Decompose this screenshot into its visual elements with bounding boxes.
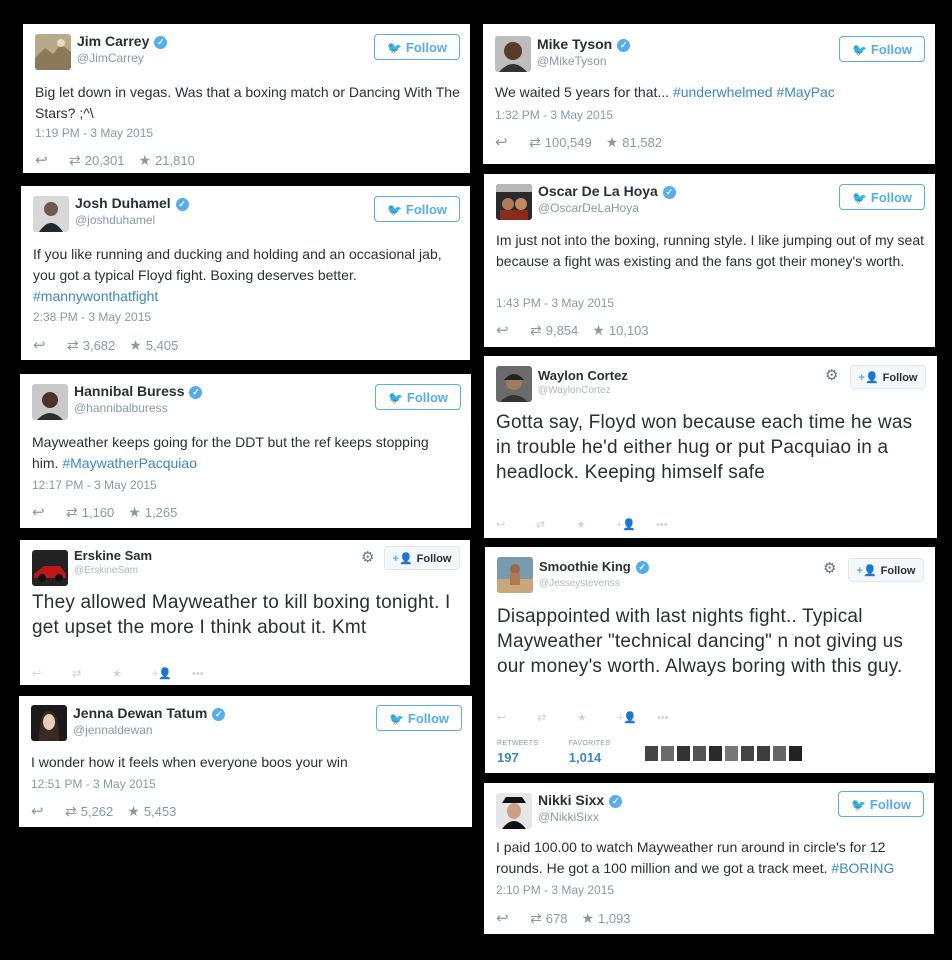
timestamp[interactable]: 2:10 PM - 3 May 2015 <box>496 883 615 897</box>
handle[interactable]: @hannibalburess <box>74 401 168 415</box>
favorite-button[interactable]: ★ 21,810 <box>138 152 195 168</box>
avatar[interactable] <box>773 746 786 761</box>
avatar[interactable] <box>496 184 532 220</box>
avatar[interactable] <box>497 557 533 593</box>
more-icon[interactable]: ••• <box>657 712 669 724</box>
star-icon: ★ <box>138 152 152 168</box>
gear-icon[interactable]: ⚙ <box>823 560 837 577</box>
retweet-button[interactable]: ⇄ 20,301 <box>69 152 125 168</box>
display-name[interactable]: Jim Carrey ✓ <box>77 33 167 49</box>
retweet-button[interactable]: ⇄ 3,682 <box>67 337 116 353</box>
star-icon: ★ <box>581 910 594 926</box>
handle[interactable]: @Jesseystevenss <box>539 578 620 589</box>
display-name[interactable]: Erskine Sam <box>74 548 153 563</box>
avatar[interactable] <box>35 34 71 70</box>
handle[interactable]: @JimCarrey <box>77 51 144 65</box>
tweet-card-nikki-sixx <box>484 783 934 934</box>
tweet-actions <box>32 667 232 680</box>
tweet-actions <box>496 518 696 531</box>
tweet-text: If you like running and ducking and holding and an occasional jab, you got a typical Floyd fight. Boxing deserves better. #mannywonthatfight <box>33 246 442 304</box>
tweet-text: Im just not into the boxing, running style. I like jumping out of my seat because a fight was existing and the fans got their money's worth. <box>496 232 924 269</box>
timestamp[interactable]: 2:38 PM - 3 May 2015 <box>33 310 152 324</box>
tweet-stats <box>497 740 805 766</box>
display-name[interactable]: Smoothie King ✓ <box>539 559 649 574</box>
add-user-icon[interactable]: +👤 <box>616 519 637 531</box>
display-name[interactable]: Jenna Dewan Tatum ✓ <box>73 705 225 721</box>
reply-icon[interactable]: ↩ <box>31 803 44 820</box>
verified-icon: ✓ <box>636 561 649 574</box>
follow-button[interactable]: +👤 Follow <box>384 546 460 570</box>
display-name[interactable]: Oscar De La Hoya ✓ <box>538 183 676 199</box>
tweet-actions <box>31 802 176 820</box>
display-name[interactable]: Hannibal Buress ✓ <box>74 383 202 399</box>
handle[interactable]: @ErskineSam <box>74 565 139 576</box>
hashtag-link[interactable]: #MayPac <box>776 84 835 100</box>
gear-icon[interactable]: ⚙ <box>825 367 839 384</box>
tweet-card-oscar-de-la-hoya <box>484 174 935 347</box>
timestamp[interactable]: 12:17 PM - 3 May 2015 <box>32 478 157 492</box>
favorite-button[interactable]: ★ 10,103 <box>592 322 649 338</box>
follow-button[interactable]: +👤 Follow <box>850 365 926 389</box>
avatar[interactable] <box>33 196 69 232</box>
star-icon: ★ <box>592 322 605 338</box>
avatar[interactable] <box>725 746 738 761</box>
follow-button[interactable]: 🐦 Follow <box>839 184 925 210</box>
tweet-text: I wonder how it feels when everyone boos your win <box>31 754 348 770</box>
retweet-icon: ⇄ <box>529 134 541 150</box>
verified-icon: ✓ <box>189 386 202 399</box>
retweet-icon: ⇄ <box>67 337 79 353</box>
tweet-text: Big let down in vegas. Was that a boxing match or Dancing With The Stars? ;^\ <box>35 84 460 121</box>
twitter-bird-icon: 🐦 <box>386 41 402 55</box>
tweet-card-erskine-sam <box>20 540 470 685</box>
favorite-button[interactable]: ★ 81,582 <box>605 134 663 150</box>
reply-icon[interactable]: ↩ <box>495 134 508 151</box>
avatar[interactable] <box>677 746 690 761</box>
tweet-text: Mayweather keeps going for the DDT but the ref keeps stopping him. #MaywatherPacquiao <box>32 434 429 471</box>
star-icon: ★ <box>128 504 141 520</box>
favorite-button[interactable]: ★ 5,453 <box>127 803 177 819</box>
add-user-icon[interactable]: +👤 <box>617 712 638 724</box>
tweet-actions <box>35 151 195 169</box>
follow-button[interactable]: 🐦 Follow <box>838 791 924 817</box>
handle[interactable]: @jennaldewan <box>73 723 153 737</box>
more-icon[interactable]: ••• <box>656 519 668 531</box>
handle[interactable]: @MikeTyson <box>537 54 607 68</box>
avatar[interactable] <box>645 746 658 761</box>
favorite-button[interactable]: ★ 1,093 <box>581 910 631 926</box>
avatar[interactable] <box>496 366 532 402</box>
tweet-card-jenna-dewan-tatum <box>19 696 472 827</box>
tweet-actions <box>497 711 697 724</box>
star-icon: ★ <box>129 337 142 353</box>
reply-icon[interactable]: ↩ <box>496 910 509 927</box>
favorite-button[interactable]: ★ 1,265 <box>128 504 178 520</box>
retweet-icon[interactable]: ⇄ <box>72 668 82 680</box>
retweet-button[interactable]: ⇄ 1,160 <box>66 504 115 520</box>
star-icon[interactable]: ★ <box>576 519 586 531</box>
verified-icon: ✓ <box>617 39 630 52</box>
reply-icon[interactable]: ↩ <box>496 519 506 531</box>
avatar[interactable] <box>709 746 722 761</box>
avatar[interactable] <box>32 384 68 420</box>
reply-icon[interactable]: ↩ <box>33 337 46 354</box>
handle[interactable]: @OscarDeLaHoya <box>538 201 639 215</box>
add-user-icon[interactable]: +👤 <box>152 668 173 680</box>
retweet-icon: ⇄ <box>530 910 542 926</box>
reply-icon[interactable]: ↩ <box>497 712 507 724</box>
add-user-icon: +👤 <box>856 565 877 577</box>
tweet-text: Disappointed with last nights fight.. Typical Mayweather "technical dancing" n not giving us our money's worth. Always boring with this guy. <box>497 606 904 677</box>
tweet-text: I paid 100.00 to watch Mayweather run around in circle's for 12 rounds. He got a 100 million and we got a track meet. #BORING <box>496 839 895 876</box>
retweet-icon[interactable]: ⇄ <box>536 519 546 531</box>
avatar[interactable] <box>741 746 754 761</box>
more-icon[interactable]: ••• <box>192 668 204 680</box>
avatar[interactable] <box>496 793 532 829</box>
add-user-icon: +👤 <box>392 553 413 565</box>
retweet-stat[interactable]: RETWEETS 197 <box>497 740 539 765</box>
star-icon[interactable]: ★ <box>112 668 122 680</box>
favorite-stat[interactable]: FAVORITES 1,014 <box>568 740 611 765</box>
reply-icon[interactable]: ↩ <box>496 322 509 339</box>
tweet-actions <box>496 909 631 927</box>
tweet-actions <box>33 336 178 354</box>
tweet-card-josh-duhamel <box>21 186 470 360</box>
tweet-actions <box>496 321 649 339</box>
reply-icon[interactable]: ↩ <box>32 504 45 521</box>
follow-button[interactable]: 🐦 Follow <box>374 34 460 60</box>
avatar[interactable] <box>661 746 674 761</box>
timestamp[interactable]: 1:43 PM - 3 May 2015 <box>496 296 615 310</box>
tweet-card-jim-carrey <box>23 24 470 173</box>
tweet-card-hannibal-buress <box>20 374 471 528</box>
display-name[interactable]: Josh Duhamel ✓ <box>75 195 189 211</box>
reply-icon[interactable]: ↩ <box>35 152 48 169</box>
retweet-icon: ⇄ <box>65 803 77 819</box>
retweet-icon: ⇄ <box>66 504 78 520</box>
avatar[interactable] <box>789 746 802 761</box>
tweet-text: Gotta say, Floyd won because each time he was in trouble he'd either hug or put Pacquiao in a headlock. Keeping himself safe <box>496 412 913 483</box>
verified-icon: ✓ <box>154 36 167 49</box>
follow-button[interactable]: 🐦 Follow <box>375 384 461 410</box>
retweet-icon: ⇄ <box>69 152 81 168</box>
avatar[interactable] <box>495 36 531 72</box>
add-user-icon: +👤 <box>858 372 879 384</box>
verified-icon: ✓ <box>663 186 676 199</box>
retweet-icon[interactable]: ⇄ <box>537 712 547 724</box>
hashtag-link[interactable]: #MaywatherPacquiao <box>62 455 197 471</box>
twitter-bird-icon: 🐦 <box>386 203 402 217</box>
avatar[interactable] <box>757 746 770 761</box>
retweet-icon: ⇄ <box>530 322 542 338</box>
favorite-button[interactable]: ★ 5,405 <box>129 337 179 353</box>
tweet-actions <box>32 503 177 521</box>
twitter-bird-icon: 🐦 <box>388 712 404 726</box>
hashtag-link[interactable]: #BORING <box>831 860 895 876</box>
timestamp[interactable]: 1:19 PM - 3 May 2015 <box>35 126 154 140</box>
follow-button[interactable]: 🐦 Follow <box>376 705 462 731</box>
twitter-bird-icon: 🐦 <box>387 391 403 405</box>
gear-icon[interactable]: ⚙ <box>361 549 375 566</box>
favoriter-avatars <box>645 746 805 766</box>
retweet-button[interactable]: ⇄ 100,549 <box>529 134 592 150</box>
tweet-actions <box>495 133 662 151</box>
reply-icon[interactable]: ↩ <box>32 668 42 680</box>
hashtag-link[interactable]: #underwhelmed <box>672 84 773 100</box>
twitter-bird-icon: 🐦 <box>851 191 867 205</box>
star-icon: ★ <box>605 134 619 150</box>
handle[interactable]: @joshduhamel <box>75 213 156 227</box>
tweet-card-mike-tyson <box>483 24 935 164</box>
verified-icon: ✓ <box>212 708 225 721</box>
avatar[interactable] <box>31 705 67 741</box>
handle[interactable]: @NikkiSixx <box>538 810 599 824</box>
follow-button[interactable]: 🐦 Follow <box>839 36 925 62</box>
display-name[interactable]: Waylon Cortez <box>538 368 628 383</box>
tweet-card-smoothie-king <box>485 547 935 773</box>
timestamp[interactable]: 1:32 PM - 3 May 2015 <box>495 108 614 122</box>
retweet-button[interactable]: ⇄ 678 <box>530 910 568 926</box>
tweet-text: We waited 5 years for that... #underwhelmed #MayPac <box>495 84 835 100</box>
tweet-text: They allowed Mayweather to kill boxing tonight. I get upset the more I think about it. Kmt <box>32 592 451 638</box>
avatar[interactable] <box>32 550 68 586</box>
follow-button[interactable]: +👤 Follow <box>848 558 924 582</box>
display-name[interactable]: Mike Tyson ✓ <box>537 36 630 52</box>
star-icon[interactable]: ★ <box>577 712 587 724</box>
star-icon: ★ <box>127 803 140 819</box>
verified-icon: ✓ <box>176 198 189 211</box>
follow-button[interactable]: 🐦 Follow <box>374 196 460 222</box>
twitter-bird-icon: 🐦 <box>850 798 866 812</box>
hashtag-link[interactable]: #mannywonthatfight <box>33 288 159 304</box>
retweet-button[interactable]: ⇄ 9,854 <box>530 322 579 338</box>
display-name[interactable]: Nikki Sixx ✓ <box>538 792 622 808</box>
timestamp[interactable]: 12:51 PM - 3 May 2015 <box>31 777 156 791</box>
verified-icon: ✓ <box>609 795 622 808</box>
avatar[interactable] <box>693 746 706 761</box>
handle[interactable]: @WaylonCortez <box>538 385 611 396</box>
tweet-card-waylon-cortez <box>484 356 937 538</box>
twitter-bird-icon: 🐦 <box>851 43 867 57</box>
retweet-button[interactable]: ⇄ 5,262 <box>65 803 114 819</box>
